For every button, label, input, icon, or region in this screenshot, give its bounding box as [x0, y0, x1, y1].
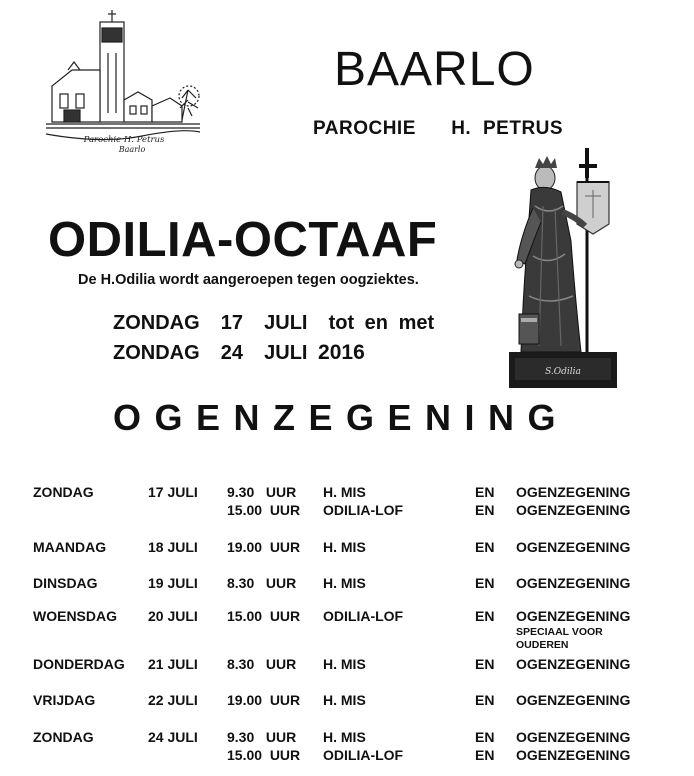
- row-en: EN: [475, 575, 495, 591]
- table-row: [0, 729, 694, 747]
- row-blessing: OGENZEGENING: [516, 747, 631, 763]
- row-event: ODILIA-LOF: [323, 747, 404, 763]
- event-title: ODILIA-OCTAAF: [48, 213, 438, 267]
- row-event: H. MIS: [323, 729, 366, 745]
- row-blessing: OGENZEGENING: [516, 656, 631, 672]
- row-blessing: OGENZEGENING: [516, 484, 631, 500]
- row-en: EN: [475, 608, 495, 624]
- row-time: 8.30 UUR: [227, 656, 297, 672]
- table-row: [0, 692, 694, 710]
- section-title: OGENZEGENING: [113, 397, 570, 438]
- row-event: H. MIS: [323, 692, 366, 708]
- saint-odilia-statue-image: [505, 146, 625, 391]
- row-blessing: OGENZEGENING: [516, 729, 631, 745]
- row-blessing: OGENZEGENING: [516, 692, 631, 708]
- row-date: 19 JULI: [148, 575, 198, 591]
- row-en: EN: [475, 692, 495, 708]
- row-blessing: OGENZEGENING: [516, 539, 631, 555]
- row-time: 19.00 UUR: [227, 539, 301, 555]
- date-range-start: ZONDAG 17 JULI tot en met: [113, 312, 435, 334]
- row-event: ODILIA-LOF: [323, 502, 404, 518]
- table-row: [0, 656, 694, 674]
- row-day: VRIJDAG: [33, 692, 96, 708]
- row-date: 24 JULI: [148, 729, 198, 745]
- row-time: 19.00 UUR: [227, 692, 301, 708]
- row-event: H. MIS: [323, 539, 366, 555]
- statue-caption: S.Odilia: [545, 367, 581, 377]
- row-day: DINSDAG: [33, 575, 98, 591]
- logo-caption-town: Baarlo: [118, 145, 146, 154]
- row-en: EN: [475, 539, 495, 555]
- row-blessing: OGENZEGENING: [516, 575, 631, 591]
- row-event: ODILIA-LOF: [323, 608, 404, 624]
- note-special-for: SPECIAAL VOOR: [516, 626, 603, 638]
- table-row: [0, 539, 694, 557]
- row-time: 15.00 UUR: [227, 608, 301, 624]
- logo-caption-parish: Parochie H. Petrus: [83, 135, 165, 145]
- row-blessing: OGENZEGENING: [516, 502, 631, 518]
- row-date: 17 JULI: [148, 484, 198, 500]
- row-date: 18 JULI: [148, 539, 198, 555]
- row-day: DONDERDAG: [33, 656, 125, 672]
- row-day: WOENSDAG: [33, 608, 117, 624]
- row-event: H. MIS: [323, 656, 366, 672]
- row-time: 8.30 UUR: [227, 575, 297, 591]
- event-subtitle: De H.Odilia wordt aangeroepen tegen oogziektes.: [78, 272, 419, 288]
- table-row: [0, 747, 694, 765]
- row-time: 15.00 UUR: [227, 502, 301, 518]
- table-row: [0, 608, 694, 626]
- row-event: H. MIS: [323, 575, 366, 591]
- row-en: EN: [475, 484, 495, 500]
- date-range-end: [113, 341, 365, 365]
- row-time: 15.00 UUR: [227, 747, 301, 763]
- row-day: ZONDAG: [33, 729, 94, 745]
- row-date: 20 JULI: [148, 608, 198, 624]
- row-en: EN: [475, 502, 495, 518]
- table-row: [0, 502, 694, 520]
- church-logo: [42, 8, 204, 158]
- row-time: 9.30 UUR: [227, 729, 297, 745]
- row-event: H. MIS: [323, 484, 366, 500]
- row-date: 21 JULI: [148, 656, 198, 672]
- row-day: MAANDAG: [33, 539, 107, 555]
- row-time: 9.30 UUR: [227, 484, 297, 500]
- table-row: [0, 484, 694, 502]
- row-en: EN: [475, 747, 495, 763]
- page-title: BAARLO: [334, 43, 535, 96]
- row-day: ZONDAG: [33, 484, 94, 500]
- note-elderly: OUDEREN: [516, 639, 569, 651]
- date-range-end-text: ZONDAG 24 JULI: [113, 342, 308, 364]
- row-date: 22 JULI: [148, 692, 198, 708]
- row-en: EN: [475, 656, 495, 672]
- event-year: 2016: [318, 341, 365, 364]
- row-en: EN: [475, 729, 495, 745]
- table-row: [0, 575, 694, 593]
- row-blessing: OGENZEGENING: [516, 608, 631, 624]
- parish-name: PAROCHIE H. PETRUS: [313, 118, 564, 139]
